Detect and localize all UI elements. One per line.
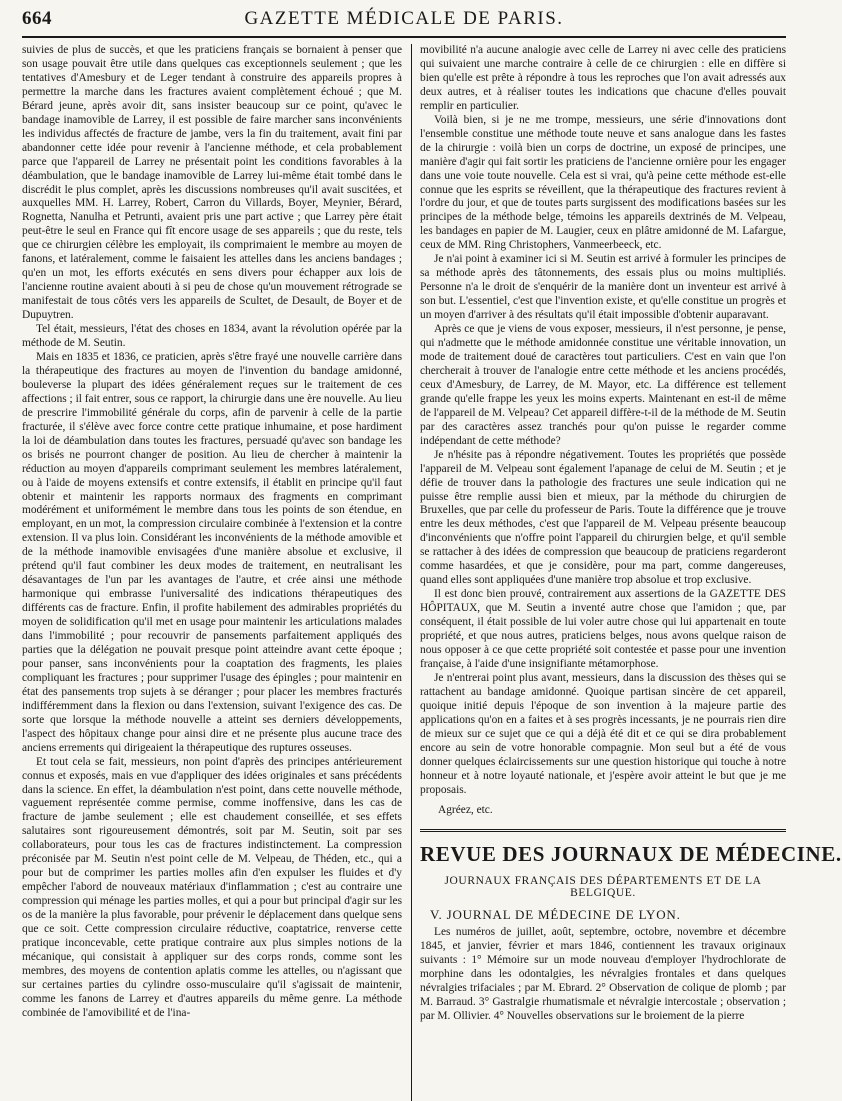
paragraph: Je n'entrerai point plus avant, messieurs, dans la discussion des thèses qui se rattachent au bandage amidonné. Quoique partisan sincère de cet appareil, quoique initié depuis l'époque de son invention à la majeure partie des applications qu'on en a faites et à ses progrès incessants, je ne pourrais rien dire de mieux sur ce sujet que ce qui a déjà été dit et ce qui se dira probablement encore au sein de votre honorable compagnie. Mon seul but a été de vous donner quelques éclaircissements sur une question historique qui touche à notre honneur et à notre loyauté nationale, et j'espère avoir atteint le but que je me proposais. <box>420 671 786 796</box>
paragraph: Après ce que je viens de vous exposer, messieurs, il n'est personne, je pense, qui n'admette que le méthode amidonnée constitue une véritable innovation, un mode de traitement doué de caractères tout particuliers. C'est en vain que l'on chercherait à trouver de l'analogie entre cette méthode et les anciens procédés, ceux d'Amesbury, de Larrey, de M. Mayor, etc. La différence est tellement grande qu'elle frappe les yeux les moins experts. Maintenant en est-il de même de l'appareil de M. Velpeau? Cet appareil diffère-t-il de la méthode de M. Seutin par des caractères assez tranchés pour qu'on puisse le regarder comme indépendant de cette méthode? <box>420 323 786 447</box>
revue-section <box>420 829 842 1024</box>
article-columns <box>22 44 842 1101</box>
paragraph: Je n'ai point à examiner ici si M. Seutin est arrivé à formuler les principes de sa méthode après des tâtonnements, des essais plus ou moins multipliés. Personne n'a le droit de s'enquérir de la manière dont un inventeur est arrivé à son but. L'essentiel, c'est que l'invention existe, et qu'elle constitue un progrès et un moyen d'arriver à des résultats qu'il était impossible d'obtenir auparavant. <box>420 253 786 322</box>
journal-title: GAZETTE MÉDICALE DE PARIS. <box>244 8 564 29</box>
paragraph: Tel était, messieurs, l'état des choses en 1834, avant la révolution opérée par la méthode de M. Seutin. <box>22 323 402 350</box>
paragraph: Et tout cela se fait, messieurs, non point d'après des principes antérieurement connus et exposés, mais en vue d'appliquer des idées originales et sans précédents dans la science. En effet, la déambulation n'est point, dans cette nouvelle méthode, vaguement représentée comme permise, comme inoffensive, dans les cas de fracture de jambe seulement ; elle est chaudement conseillée, et ses effets salutaires sont rigoureusement démontrés, soit par M. Seutin, soit par ses collaborateurs, pour tous les cas de fractures indistinctement. La compression préconisée par M. Seutin n'est point celle de M. Velpeau, de Théden, etc., qui a pour but de comprimer les parties molles afin d'en expulser les fluides et d'y empêcher l'abord de nouveaux matériaux d'inflammation ; c'est au contraire une compression qui ménage les parties molles, et qui a pour but principal d'agir sur les os de la manière la plus favorable, pour prévenir le déplacement dans quelque sens que ce soit. Cette compression circulaire réductive, coaptatrice, renverse cette pratique inconcevable, cette pratique contraire aux plus simples notions de la mécanique, qui consistait à appliquer sur des corps ronds, comme sont les membres, des moyens de contention aplatis comme les attelles, ou n'agissant que sur certaines parties du cylindre osso-musculaire qu'il s'agissait de maintenir, comme les fanons de Larrey et d'autres appareils du même genre. La méthode combinée de l'amovibilité et de l'ina- <box>22 755 402 1019</box>
revue-section-heading: V. JOURNAL DE MÉDECINE DE LYON. <box>430 907 681 923</box>
paragraph: suivies de plus de succès, et que les praticiens français se bornaient à penser que son usage pouvait être utile dans quelques cas exceptionnels seulement ; que les tentatives d'Amesbury et de Leger tendant à construire des appareils propres à permettre la marche dans les fractures avaient complètement échoué ; que M. Bérard jeune, après avoir dit, sans insister beaucoup sur ce point, qu'avec le bandage inamovible de Larrey, il est possible de faire marcher sans inconvénients les individus affectés de fracture de jambe, vers la fin du traitement, avait fini par abandonner cette idée pour revenir à l'ancienne méthode, et cela probablement parce que l'appareil de Larrey ne présentait point les conditions favorables à la déambulation, que le bandage inamovible de Larrey lui-même était tombé dans le discrédit le plus complet, après les discussions nombreuses qu'il avait suscitées, et auxquelles MM. H. Larrey, Robert, Carron du Villards, Boyer, Meynier, Bérard, Rognetta, Nanulha et Petrunti, avaient pris une part active ; que Larrey père était peut-être le seul en France qui fît encore usage de ses appareils ; que du reste, tels que ce chirurgien célèbre les employait, ils comprimaient le membre au moyen de fanons, et latéralement, comme le faisaient les attelles dans les anciens bandages ; qu'en un mot, les efforts exécutés en sens divers pour échapper aux lois de l'ancienne routine avaient abouti à si peu de chose qu'un mouvement rétrograde se manifestait de tous côtés vers les appareils de Scultet, de Desault, de Boyer et de Dupuytren. <box>22 44 402 322</box>
revue-title: REVUE DES JOURNAUX DE MÉDECINE. <box>420 842 842 867</box>
paragraph: movibilité n'a aucune analogie avec celle de Larrey ni avec celle des praticiens qui suivaient une marche contraire à celle de ce chirurgien : elle en diffère si bien qu'elle est prête à répondre à tous les reproches que l'on avait adressés aux deux autres, et à réaliser toutes les indications que chacune d'elles pouvait remplir en particulier. <box>420 44 786 112</box>
paragraph: Il est donc bien prouvé, contrairement aux assertions de la GAZETTE DES HÔPITAUX, que M. Seutin a inventé autre chose que l'amidon ; que, par conséquent, il était possible de lui voler autre chose qui lui appartenait en toute propriété, et que nous autres, praticiens belges, nous avons quelque raison de nous opposer à ce que cette propriété soit contestée et passe pour une invention française, à l'aide d'une insignifiante métamorphose. <box>420 588 786 670</box>
revue-subtitle: JOURNAUX FRANÇAIS DES DÉPARTEMENTS ET DE LA BELGIQUE. <box>444 875 762 900</box>
letter-signoff: Agréez, etc. <box>438 804 493 817</box>
page-number: 664 <box>22 8 52 29</box>
right-column <box>420 44 842 1101</box>
paragraph: Mais en 1835 et 1836, ce praticien, après s'être frayé une nouvelle carrière dans la thérapeutique des fractures au moyen de l'invention du bandage amidonné, bouleverse la plupart des idées généralement reçues sur le traitement de ces affections ; il fait entrer, sous ce rapport, la chirurgie dans une ère nouvelle. Au lieu de prescrire l'immobilité générale du corps, afin de parvenir à celle de la partie fracturée, il s'élève avec force contre cette pratique inhumaine, et pose hardiment la loi de déambulation dans toutes les fractures, persuadé qu'avec son bandage les os brisés ne pourront changer de position. Au lieu de chercher à maintenir la réduction au moyen d'appareils comprimant seulement les membres latéralement, ou à l'aide de moyens extensifs et contre extensifs, il établit en principe qu'il faut obtenir et maintenir les rapports normaux des fragments en comprimant modérément et uniformément le membre dans tous les points de son étendue, en employant, en un mot, la compression circulaire combinée à l'extension et la contre extension. Il va plus loin. Considérant les inconvénients de la méthode amovible et de la méthode inamovible envisagées d'une manière absolue et exclusive, il prétend qu'il faut combiner les deux modes de traitement, en neutralisant les désavantages de l'un par les avantages de l'autre, et crée ainsi une méthode harmonique qui embrasse l'universalité des indications thérapeutiques des différents cas de fracture. Enfin, il profite habilement des admirables propriétés du moyen de solidification qu'il met en usage pour maintenir les articulations malades dans l'immobilité ; pour recouvrir de pansements parfaitement appliqués des parties que la délégation ne pouvait presque point atteindre avant cette époque ; pour panser, sans inconvénients pour la coaptation des fragments, les plaies compliquant les fractures ; pour supprimer l'usage des épingles ; pour maintenir en état des pansements trop sujets à se déranger ; pour placer les membres fracturés indifféremment dans la flexion ou dans l'extension, suivant l'exigence des cas. De sorte que lorsque la méthode nouvelle a atteint ses derniers développements, l'aspect des hôpitaux change pour ainsi dire et ne présente plus aucune trace des anciens errements qui dirigeaient la thérapeutique des ruptures osseuses. <box>22 350 402 754</box>
paragraph: Je n'hésite pas à répondre négativement. Toutes les propriétés que possède l'appareil de M. Velpeau sont également l'apanage de celui de M. Seutin ; et je défie de trouver dans la pathologie des fractures une seule indication qui ne puisse être remplie aussi bien et mieux, par la méthode du chirurgien de Bruxelles, que par celle du professeur de Paris. Toute la différence que je trouve entre les deux méthodes, c'est que l'appareil de M. Velpeau présente beaucoup d'inconvénients que n'offre point l'appareil du chirurgien belge, et qu'il semble se rattacher à des idées de compression que beaucoup de praticiens regarderont comme hasardées, et que je considère, pour ma part, comme dangereuses, quand elles sont appliquées d'une manière trop absolue et trop exclusive. <box>420 448 786 587</box>
paragraph: Les numéros de juillet, août, septembre, octobre, novembre et décembre 1845, et janvier, février et mars 1846, contiennent les travaux originaux suivants : 1° Mémoire sur un mode nouveau d'employer l'hydrochlorate de morphine dans les odontalgies, les névralgies frontales et dans quelques névralgies trifaciales ; par M. Ebrard. 2° Observation de colique de plomb ; par M. Barraud. 3° Gastralgie rhumatismale et névralgie intercostale ; observation ; par M. Ollivier. 4° Nouvelles observations sur le broiement de la pierre <box>420 926 786 1023</box>
left-column <box>22 44 402 1101</box>
paragraph: Voilà bien, si je ne me trompe, messieurs, une série d'innovations dont l'ensemble constitue une méthode toute neuve et sans analogue dans les fastes de la chirurgie : voilà bien un corps de doctrine, un exposé de principes, une manière d'agir qui fait sortir les praticiens de l'ancienne ornière pour les engager dans une voie toute nouvelle. Cela est si vrai, qu'à peine cette méthode est-elle connue que les esprits se réveillent, que la thérapeutique des fractures revient à l'ordre du jour, et que de toutes parts surgissent des modifications basées sur les principes de la méthode belge, témoins les appareils dextrinés de M. Velpeau, les bandages en papier de M. Laugier, ceux en plâtre amidonné de M. Lafargue, ceux de MM. Ring Christophers, Vanmeerbeeck, etc. <box>420 113 786 252</box>
column-divider <box>411 44 412 1101</box>
page-header <box>22 6 786 38</box>
